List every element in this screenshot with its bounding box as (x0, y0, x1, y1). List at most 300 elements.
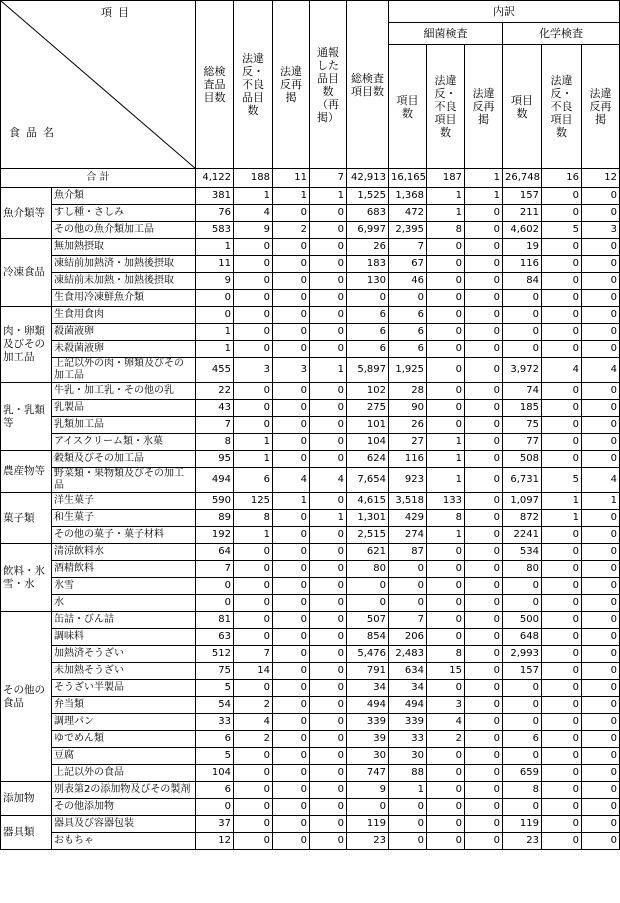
value-cell: 3 (273, 358, 310, 383)
value-cell: 1 (582, 493, 620, 510)
value-cell: 0 (310, 714, 347, 731)
value-cell: 0 (234, 324, 273, 341)
total-cell: 7 (310, 169, 347, 188)
value-cell: 0 (310, 663, 347, 680)
value-cell: 339 (347, 714, 389, 731)
food-name-cell: 乳製品 (52, 400, 196, 417)
value-cell: 9 (347, 782, 389, 799)
bacteria-group-header: 細菌検査 (389, 23, 503, 45)
value-cell: 0 (273, 451, 310, 468)
value-cell: 0 (582, 510, 620, 527)
value-cell: 1 (427, 434, 465, 451)
value-cell: 211 (503, 205, 542, 222)
table-row (1, 833, 620, 850)
value-cell: 0 (273, 629, 310, 646)
value-cell: 104 (347, 434, 389, 451)
value-cell: 4,615 (347, 493, 389, 510)
value-cell: 0 (427, 612, 465, 629)
value-cell: 0 (234, 544, 273, 561)
value-cell: 4 (234, 714, 273, 731)
category-cell: 冷凍食品 (1, 239, 52, 307)
value-cell: 6 (196, 731, 234, 748)
value-cell: 0 (234, 816, 273, 833)
value-cell: 747 (347, 765, 389, 782)
total-cell: 187 (427, 169, 465, 188)
value-cell: 0 (465, 417, 503, 434)
value-cell: 0 (465, 256, 503, 273)
value-cell: 0 (582, 663, 620, 680)
value-cell: 4 (273, 468, 310, 493)
table-row (1, 561, 620, 578)
table-row (1, 799, 620, 816)
value-cell: 87 (389, 544, 427, 561)
category-cell: 農産物等 (1, 451, 52, 493)
value-cell: 0 (234, 595, 273, 612)
value-cell: 1 (196, 341, 234, 358)
food-name-cell: 水 (52, 595, 196, 612)
value-cell: 34 (347, 680, 389, 697)
value-cell: 590 (196, 493, 234, 510)
col-notified: 通報した品目数（再掲） (310, 1, 347, 169)
value-cell: 7,654 (347, 468, 389, 493)
value-cell: 119 (503, 816, 542, 833)
value-cell: 0 (465, 222, 503, 239)
food-name-cell: その他の魚介類加工品 (52, 222, 196, 239)
category-cell: その他の食品 (1, 612, 52, 782)
value-cell: 0 (542, 383, 582, 400)
value-cell: 0 (310, 612, 347, 629)
value-cell: 28 (389, 383, 427, 400)
value-cell: 0 (465, 527, 503, 544)
food-name-cell: 生食用冷凍鮮魚介類 (52, 290, 196, 307)
value-cell: 0 (273, 714, 310, 731)
value-cell: 1,525 (347, 188, 389, 205)
value-cell: 0 (310, 782, 347, 799)
value-cell: 0 (465, 273, 503, 290)
value-cell: 0 (310, 816, 347, 833)
value-cell: 0 (234, 680, 273, 697)
food-name-cell: 和生菓子 (52, 510, 196, 527)
value-cell: 0 (234, 383, 273, 400)
value-cell: 0 (427, 341, 465, 358)
value-cell: 0 (427, 629, 465, 646)
chemical-violation-header: 法違反・不良項目数 (542, 45, 582, 169)
value-cell: 2 (427, 731, 465, 748)
value-cell: 0 (196, 595, 234, 612)
value-cell: 0 (465, 578, 503, 595)
value-cell: 0 (234, 561, 273, 578)
table-row (1, 290, 620, 307)
food-name-cell: 缶詰・びん詰 (52, 612, 196, 629)
value-cell: 1 (465, 188, 503, 205)
total-cell: 42,913 (347, 169, 389, 188)
value-cell: 23 (347, 833, 389, 850)
value-cell: 81 (196, 612, 234, 629)
food-name-cell: 豆腐 (52, 748, 196, 765)
value-cell: 0 (503, 341, 542, 358)
value-cell: 0 (310, 400, 347, 417)
value-cell: 0 (542, 833, 582, 850)
value-cell: 0 (465, 833, 503, 850)
value-cell: 3,972 (503, 358, 542, 383)
value-cell: 157 (503, 663, 542, 680)
value-cell: 0 (465, 493, 503, 510)
value-cell: 2,515 (347, 527, 389, 544)
value-cell: 0 (427, 833, 465, 850)
value-cell: 192 (196, 527, 234, 544)
value-cell: 0 (273, 663, 310, 680)
table-row (1, 578, 620, 595)
value-cell: 0 (582, 544, 620, 561)
table-row (1, 417, 620, 434)
value-cell: 0 (234, 748, 273, 765)
value-cell: 5 (542, 468, 582, 493)
value-cell: 472 (389, 205, 427, 222)
value-cell: 77 (503, 434, 542, 451)
value-cell: 507 (347, 612, 389, 629)
value-cell: 0 (465, 544, 503, 561)
value-cell: 0 (389, 595, 427, 612)
value-cell: 4 (542, 358, 582, 383)
value-cell: 659 (503, 765, 542, 782)
value-cell: 0 (310, 527, 347, 544)
value-cell: 80 (347, 561, 389, 578)
value-cell: 0 (310, 256, 347, 273)
value-cell: 274 (389, 527, 427, 544)
value-cell: 183 (347, 256, 389, 273)
value-cell: 2,395 (389, 222, 427, 239)
value-cell: 33 (196, 714, 234, 731)
value-cell: 95 (196, 451, 234, 468)
food-name-label: 食品名 (9, 126, 60, 139)
value-cell: 0 (582, 782, 620, 799)
value-cell: 0 (310, 799, 347, 816)
value-cell: 0 (273, 646, 310, 663)
value-cell: 0 (310, 680, 347, 697)
table-row (1, 341, 620, 358)
value-cell: 7 (196, 561, 234, 578)
category-cell: 飲料・氷雪・水 (1, 544, 52, 612)
value-cell: 0 (234, 417, 273, 434)
value-cell: 0 (273, 256, 310, 273)
value-cell: 0 (427, 307, 465, 324)
value-cell: 0 (310, 697, 347, 714)
food-name-cell: 凍結前加熱済・加熱後摂取 (52, 256, 196, 273)
value-cell: 0 (310, 434, 347, 451)
total-cell: 16 (542, 169, 582, 188)
value-cell: 0 (465, 612, 503, 629)
value-cell: 0 (542, 731, 582, 748)
value-cell: 0 (503, 290, 542, 307)
value-cell: 4 (582, 358, 620, 383)
value-cell: 22 (196, 383, 234, 400)
value-cell: 8 (427, 510, 465, 527)
value-cell: 2 (273, 222, 310, 239)
value-cell: 2,483 (389, 646, 427, 663)
table-row (1, 697, 620, 714)
value-cell: 0 (273, 731, 310, 748)
value-cell: 0 (465, 680, 503, 697)
value-cell: 0 (234, 799, 273, 816)
table-row (1, 663, 620, 680)
food-name-cell: 牛乳・加工乳・その他の乳 (52, 383, 196, 400)
value-cell: 9 (196, 273, 234, 290)
value-cell: 75 (196, 663, 234, 680)
value-cell: 0 (503, 714, 542, 731)
value-cell: 54 (196, 697, 234, 714)
table-row (1, 256, 620, 273)
table-row (1, 324, 620, 341)
value-cell: 0 (465, 765, 503, 782)
value-cell: 6,731 (503, 468, 542, 493)
value-cell: 0 (542, 561, 582, 578)
value-cell: 3 (234, 358, 273, 383)
value-cell: 0 (310, 273, 347, 290)
value-cell: 23 (503, 833, 542, 850)
value-cell: 1 (427, 527, 465, 544)
table-row (1, 646, 620, 663)
value-cell: 0 (273, 578, 310, 595)
value-cell: 0 (582, 646, 620, 663)
value-cell: 0 (582, 434, 620, 451)
value-cell: 494 (347, 697, 389, 714)
value-cell: 0 (273, 527, 310, 544)
value-cell: 0 (582, 833, 620, 850)
value-cell: 494 (389, 697, 427, 714)
value-cell: 4 (582, 468, 620, 493)
value-cell: 7 (389, 612, 427, 629)
value-cell: 0 (310, 222, 347, 239)
value-cell: 0 (465, 400, 503, 417)
value-cell: 6,997 (347, 222, 389, 239)
value-cell: 0 (542, 527, 582, 544)
food-name-cell: 凍結前未加熱・加熱後摂取 (52, 273, 196, 290)
value-cell: 0 (196, 578, 234, 595)
value-cell: 6 (389, 307, 427, 324)
value-cell: 30 (347, 748, 389, 765)
col-violation-items: 法違反・不良品目数 (234, 1, 273, 169)
value-cell: 0 (427, 799, 465, 816)
value-cell: 0 (465, 358, 503, 383)
value-cell: 1 (196, 324, 234, 341)
food-name-cell: 清涼飲料水 (52, 544, 196, 561)
table-row (1, 383, 620, 400)
value-cell: 0 (234, 400, 273, 417)
value-cell: 1,925 (389, 358, 427, 383)
value-cell: 0 (542, 663, 582, 680)
value-cell: 0 (234, 612, 273, 629)
chemical-group-header: 化学検査 (503, 23, 620, 45)
value-cell: 0 (310, 629, 347, 646)
table-row (1, 222, 620, 239)
value-cell: 3 (582, 222, 620, 239)
value-cell: 0 (273, 434, 310, 451)
food-name-cell: 別表第2の添加物及びその製剤 (52, 782, 196, 799)
value-cell: 1 (427, 451, 465, 468)
value-cell: 0 (465, 307, 503, 324)
value-cell: 1,301 (347, 510, 389, 527)
value-cell: 0 (273, 341, 310, 358)
value-cell: 27 (389, 434, 427, 451)
value-cell: 0 (310, 578, 347, 595)
value-cell: 206 (389, 629, 427, 646)
value-cell: 0 (465, 561, 503, 578)
value-cell: 75 (503, 417, 542, 434)
value-cell: 0 (465, 697, 503, 714)
value-cell: 1 (427, 468, 465, 493)
value-cell: 133 (427, 493, 465, 510)
value-cell: 0 (582, 765, 620, 782)
value-cell: 0 (503, 680, 542, 697)
food-name-cell: その他添加物 (52, 799, 196, 816)
value-cell: 0 (347, 290, 389, 307)
value-cell: 0 (427, 324, 465, 341)
value-cell: 508 (503, 451, 542, 468)
col-total-items: 総検査品目数 (196, 1, 234, 169)
table-row (1, 205, 620, 222)
value-cell: 37 (196, 816, 234, 833)
value-cell: 30 (389, 748, 427, 765)
value-cell: 0 (310, 205, 347, 222)
table-row (1, 731, 620, 748)
value-cell: 116 (389, 451, 427, 468)
value-cell: 5 (542, 222, 582, 239)
value-cell: 39 (347, 731, 389, 748)
food-name-cell: 上記以外の食品 (52, 765, 196, 782)
value-cell: 0 (389, 833, 427, 850)
value-cell: 0 (542, 324, 582, 341)
value-cell: 74 (503, 383, 542, 400)
value-cell: 1 (234, 188, 273, 205)
value-cell: 0 (310, 561, 347, 578)
value-cell: 0 (347, 595, 389, 612)
value-cell: 11 (196, 256, 234, 273)
value-cell: 0 (273, 307, 310, 324)
value-cell: 0 (427, 400, 465, 417)
value-cell: 1 (427, 188, 465, 205)
value-cell: 89 (196, 510, 234, 527)
value-cell: 0 (582, 324, 620, 341)
value-cell: 2 (234, 731, 273, 748)
value-cell: 0 (582, 731, 620, 748)
value-cell: 0 (465, 748, 503, 765)
table-row (1, 595, 620, 612)
item-label: 項目 (101, 6, 135, 19)
category-cell: 肉・卵類及びその加工品 (1, 307, 52, 383)
value-cell: 8 (196, 434, 234, 451)
value-cell: 76 (196, 205, 234, 222)
value-cell: 0 (196, 290, 234, 307)
value-cell: 0 (465, 782, 503, 799)
food-name-cell: 穀類及びその加工品 (52, 451, 196, 468)
value-cell: 0 (273, 595, 310, 612)
value-cell: 0 (542, 782, 582, 799)
value-cell: 0 (427, 816, 465, 833)
food-name-cell: 調理パン (52, 714, 196, 731)
value-cell: 0 (273, 680, 310, 697)
value-cell: 275 (347, 400, 389, 417)
value-cell: 116 (503, 256, 542, 273)
value-cell: 0 (234, 307, 273, 324)
value-cell: 0 (503, 748, 542, 765)
value-cell: 0 (310, 383, 347, 400)
food-name-cell: 無加熱摂取 (52, 239, 196, 256)
value-cell: 1 (310, 358, 347, 383)
value-cell: 0 (427, 680, 465, 697)
table-row (1, 748, 620, 765)
food-name-cell: 器具及び容器包装 (52, 816, 196, 833)
value-cell: 0 (542, 341, 582, 358)
value-cell: 0 (310, 307, 347, 324)
value-cell: 0 (582, 188, 620, 205)
value-cell: 0 (234, 833, 273, 850)
value-cell: 0 (582, 697, 620, 714)
value-cell: 0 (273, 697, 310, 714)
value-cell: 1 (310, 510, 347, 527)
value-cell: 5 (196, 748, 234, 765)
value-cell: 0 (427, 544, 465, 561)
value-cell: 0 (503, 595, 542, 612)
value-cell: 7 (196, 417, 234, 434)
value-cell: 185 (503, 400, 542, 417)
total-cell: 11 (273, 169, 310, 188)
value-cell: 381 (196, 188, 234, 205)
category-cell: 菓子類 (1, 493, 52, 544)
value-cell: 0 (465, 383, 503, 400)
food-name-cell: 調味料 (52, 629, 196, 646)
value-cell: 0 (273, 561, 310, 578)
value-cell: 0 (310, 417, 347, 434)
value-cell: 0 (582, 256, 620, 273)
value-cell: 0 (465, 468, 503, 493)
value-cell: 0 (582, 205, 620, 222)
value-cell: 102 (347, 383, 389, 400)
value-cell: 0 (273, 239, 310, 256)
breakdown-header: 内訳 (389, 1, 620, 23)
category-cell: 魚介類等 (1, 188, 52, 239)
value-cell: 0 (542, 205, 582, 222)
value-cell: 125 (234, 493, 273, 510)
value-cell: 5,897 (347, 358, 389, 383)
value-cell: 88 (389, 765, 427, 782)
value-cell: 0 (234, 629, 273, 646)
value-cell: 0 (427, 290, 465, 307)
food-name-cell: その他の菓子・菓子材料 (52, 527, 196, 544)
value-cell: 0 (310, 290, 347, 307)
value-cell: 1,368 (389, 188, 427, 205)
value-cell: 534 (503, 544, 542, 561)
value-cell: 0 (465, 205, 503, 222)
value-cell: 0 (427, 358, 465, 383)
header-corner-cell (1, 1, 196, 169)
value-cell: 0 (234, 273, 273, 290)
value-cell: 0 (465, 341, 503, 358)
table-row (1, 188, 620, 205)
table-row (1, 510, 620, 527)
value-cell: 0 (273, 544, 310, 561)
value-cell: 7 (234, 646, 273, 663)
value-cell: 0 (542, 748, 582, 765)
value-cell: 0 (582, 417, 620, 434)
food-name-cell: そうざい半製品 (52, 680, 196, 697)
food-name-cell: 未加熱そうざい (52, 663, 196, 680)
value-cell: 0 (427, 273, 465, 290)
total-cell: 16,165 (389, 169, 427, 188)
value-cell: 0 (542, 273, 582, 290)
value-cell: 0 (503, 799, 542, 816)
value-cell: 0 (542, 816, 582, 833)
value-cell: 0 (310, 544, 347, 561)
